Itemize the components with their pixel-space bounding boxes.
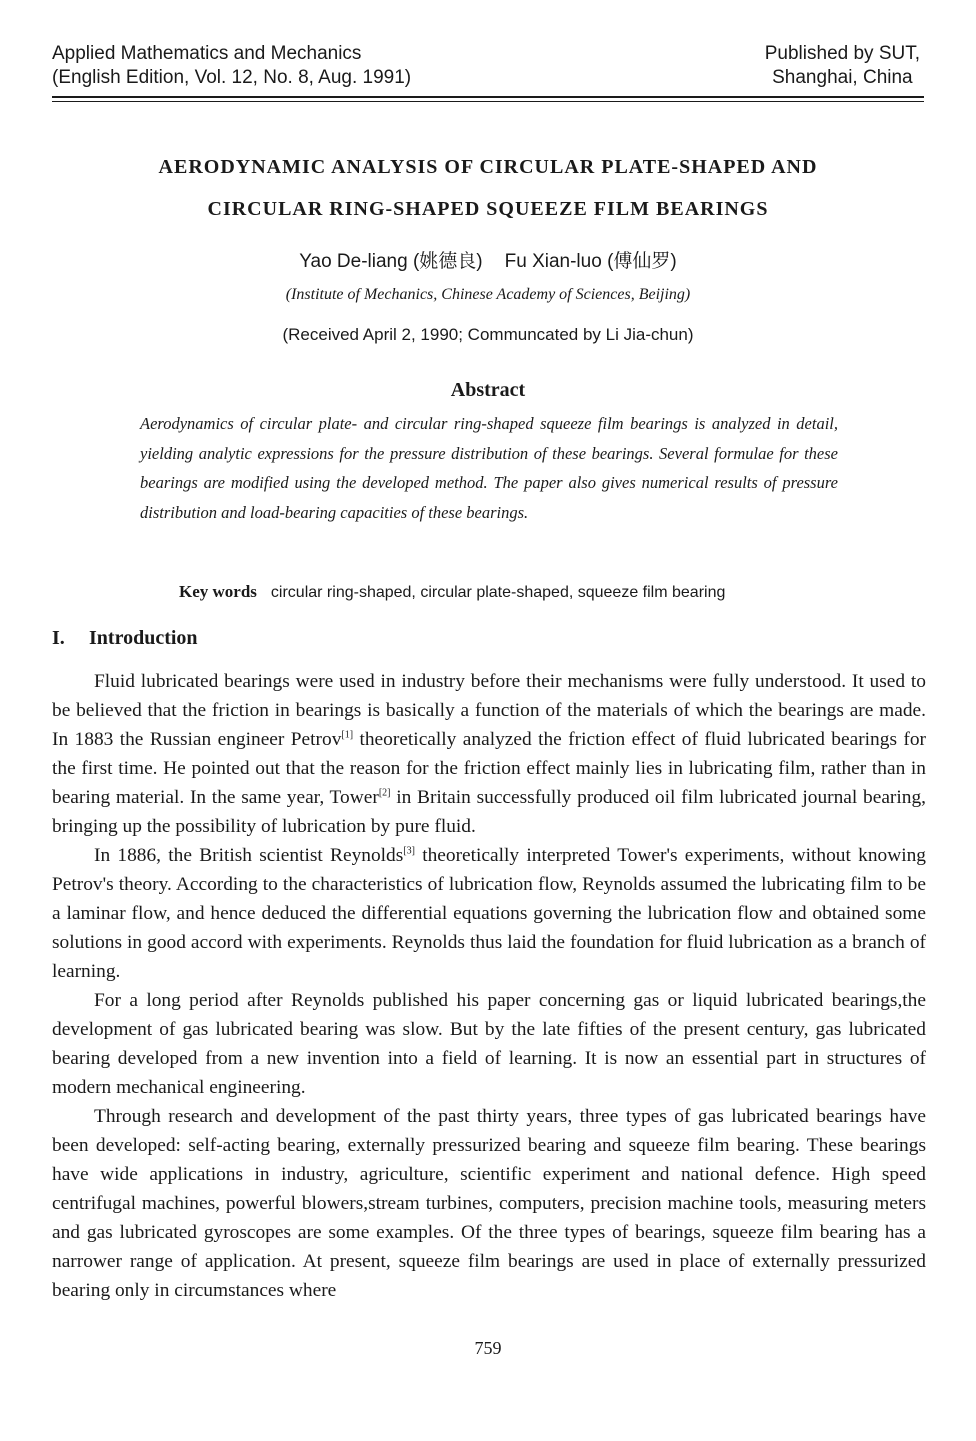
title-line-1: AERODYNAMIC ANALYSIS OF CIRCULAR PLATE-SHAPED AND <box>158 156 818 178</box>
keywords-text: circular ring-shaped, circular plate-shaped, squeeze film bearing <box>270 584 726 601</box>
paragraph-2 <box>52 841 926 986</box>
citation-ref-2: [2] <box>378 787 391 799</box>
citation-ref-1: [1] <box>341 729 354 741</box>
author-list <box>52 246 924 273</box>
paragraph-4: Through research and development of the past thirty years, three types of gas lubricated bearings have been developed: self-acting bearing, externally pressurized bearing and squeeze film bearing. These bearings have wide applications in industry, agriculture, scientific experiment and national defence. High speed centrifugal machines, powerful blowers,stream turbines, computers, precision machine tools, measuring meters and gas lubricated gyroscopes are some examples. Of the three types of bearings, squeeze film bearing has a narrower range of application. At present, squeeze film bearings are used in place of externally pressurized bearing only in circumstances where <box>52 1106 926 1301</box>
paragraph-1-part-c: in Britain successfully produced oil film lubricated journal bearing, bringing up the possibility of lubrication by pure fluid. <box>52 787 927 837</box>
keywords-label: Key words <box>179 582 257 601</box>
affiliation: (Institute of Mechanics, Chinese Academy of Sciences, Beijing) <box>285 286 691 303</box>
abstract-text: Aerodynamics of circular plate- and circular ring-shaped squeeze film bearings is analyzed in detail, yielding analytic expressions for the pressure distribution of these bearings. Several formulae for these bearings are modified using the developed method. The paper also gives numerical results of pressure distribution and load-bearing capacities of these bearings. <box>140 414 838 522</box>
paragraph-2-part-b: theoretically interpreted Tower's experiments, without knowing Petrov's theory. According to the characteristics of lubrication flow, Reynolds assumed the lubricating film to be a laminar flow, and hence deduced the differential equations governing the lubrication flow and obtained some solutions in good accord with experiments. Reynolds thus laid the foundation for fluid lubrication as a branch of learning. <box>52 845 926 982</box>
keywords <box>179 582 879 602</box>
section-title: Introduction <box>89 627 198 649</box>
journal-name: Applied Mathematics and Mechanics <box>52 43 362 64</box>
header-rule-thick <box>52 96 924 98</box>
title-line-2: CIRCULAR RING-SHAPED SQUEEZE FILM BEARINGS <box>207 198 769 220</box>
author-2: Fu Xian-luo (傅仙罗) <box>504 251 677 272</box>
paragraph-1 <box>52 667 926 841</box>
paragraph-2-part-a: In 1886, the British scientist Reynolds <box>94 845 404 866</box>
publisher-info <box>765 42 920 90</box>
running-header <box>52 42 924 96</box>
body-text <box>52 667 926 1305</box>
received-date: (Received April 2, 1990; Communcated by Li Jia-chun) <box>282 325 694 344</box>
page-number: 759 <box>474 1338 502 1358</box>
journal-edition: (English Edition, Vol. 12, No. 8, Aug. 1991) <box>52 67 412 88</box>
paragraph-1-part-a: Fluid lubricated bearings were used in industry before their mechanisms were fully understood. It used to be believed that the friction in bearings is basically a function of the materials of which the bearings are made. In 1883 the Russian engineer Petrov <box>52 671 926 750</box>
publisher-name: Published by SUT, <box>764 43 920 64</box>
paragraph-1-part-b: theoretically analyzed the friction effect of fluid lubricated bearings for the first time. He pointed out that the reason for the friction effect mainly lies in lubricating film, rather than in bearing material. In the same year, Tower <box>52 729 926 808</box>
publisher-location: Shanghai, China <box>772 67 913 88</box>
abstract-heading: Abstract <box>450 379 526 401</box>
paragraph-3: For a long period after Reynolds published his paper concerning gas or liquid lubricated bearings,the development of gas lubricated bearing was slow. But by the late fifties of the present century, gas lubricated bearing developed from a new invention into a field of learning. It is now an essential part in structures of modern mechanical engineering. <box>52 990 926 1098</box>
journal-citation <box>52 42 411 90</box>
paper-title <box>52 146 924 230</box>
author-1: Yao De-liang (姚德良) <box>299 251 483 272</box>
section-heading <box>52 627 198 650</box>
citation-ref-3: [3] <box>403 845 415 857</box>
section-number: I. <box>52 627 65 649</box>
header-rule-thin <box>52 101 924 102</box>
